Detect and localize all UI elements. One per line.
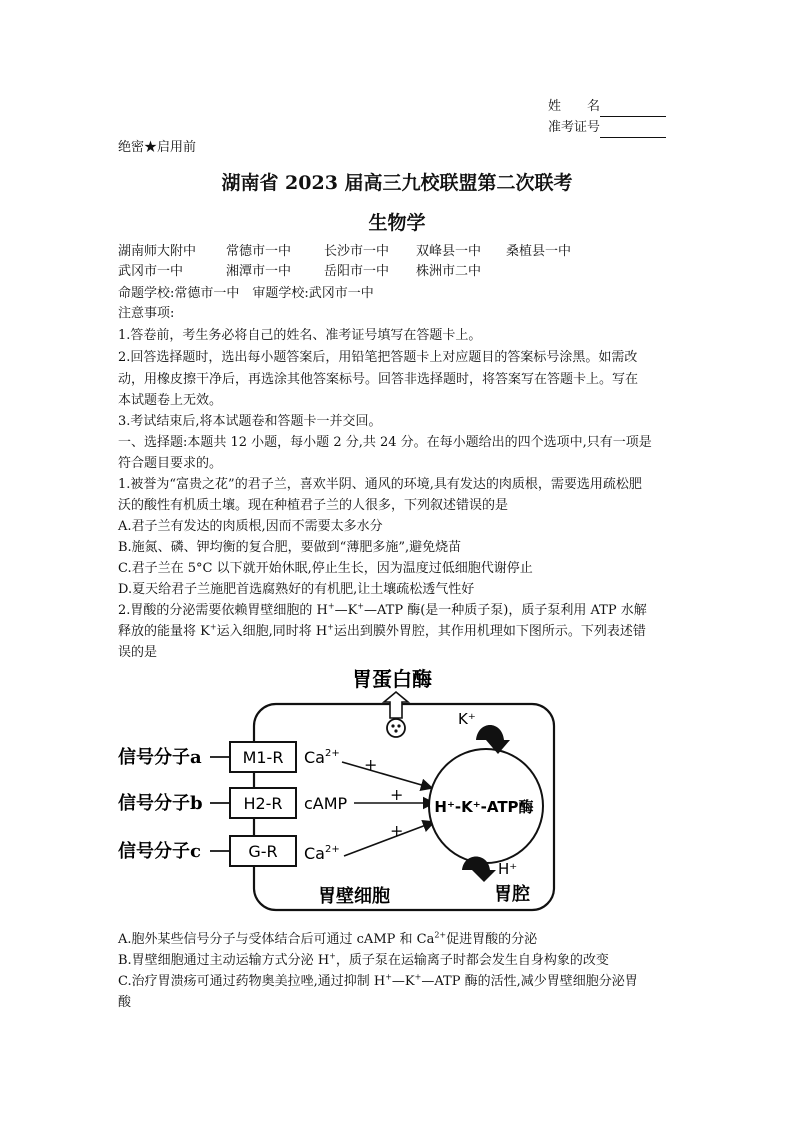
text: ，质子泵在运输离子时都会发生自身构象的改变	[335, 953, 609, 968]
school: 桑植县一中	[506, 244, 572, 259]
id-label: 准考证号	[548, 120, 601, 135]
notice-title: 注意事项:	[118, 306, 175, 321]
school: 岳阳市一中	[324, 264, 390, 279]
notice-item: 动，用橡皮擦干净后，再选涂其他答案标号。回答非选择题时，将答案写在答题卡上。写在	[118, 372, 639, 387]
signal-b-label: 信号分子b	[118, 793, 203, 814]
school: 武冈市一中	[118, 264, 184, 279]
question-1-stem: 沃的酸性有机质土壤。现在种植君子兰的人很多，下列叙述错误的是	[118, 498, 509, 513]
receptor-m1r-label: M1-R	[242, 748, 284, 767]
id-field	[548, 118, 666, 138]
receptor-h2r-label: H2-R	[243, 794, 283, 813]
text: —K	[334, 603, 358, 618]
question-1-stem: 1.被誉为“富贵之花”的君子兰，喜欢半阴、通风的环境,具有发达的肉质根，需要选用疏松肥	[118, 477, 642, 492]
signal-c-label: 信号分子c	[118, 841, 201, 862]
question-2-option-c-cont: 酸	[118, 995, 132, 1010]
question-2-option-c	[118, 972, 638, 992]
schools-row-2	[118, 262, 481, 282]
plus-sign: +	[390, 821, 404, 840]
notice-item: 1.答卷前，考生务必将自己的姓名、准考证号填写在答题卡上。	[118, 328, 482, 343]
calcium-label-2: $Ca^{2+}$	[304, 844, 340, 863]
school: 常德市一中	[226, 244, 292, 259]
question-1-option-a: A.君子兰有发达的肉质根,因而不需要太多水分	[118, 519, 383, 534]
plus-sign: +	[364, 755, 378, 774]
text: B.胃壁细胞通过主动运输方式分泌 H	[118, 953, 330, 968]
sup: +	[357, 601, 364, 611]
school: 长沙市一中	[324, 244, 390, 259]
text: 释放的能量将 K	[118, 624, 210, 639]
camp-label: cAMP	[304, 794, 348, 813]
secret-mark: 绝密★启用前	[118, 140, 197, 155]
notice-item: 3.考试结束后,将本试题卷和答题卡一并交回。	[118, 414, 382, 429]
question-1-option-d: D.夏天给君子兰施肥首选腐熟好的有机肥,让土壤疏松透气性好	[118, 582, 475, 597]
sup: +	[329, 951, 336, 961]
lumen-label: 胃腔	[494, 884, 530, 905]
name-label: 姓 名	[548, 99, 601, 114]
notice-item: 2.回答选择题时，选出每小题答案后，用铅笔把答题卡上对应题目的答案标号涂黑。如需改	[118, 350, 638, 365]
section-heading: 符合题目要求的。	[118, 456, 223, 471]
question-1-option-b: B.施氮、磷、钾均衡的复合肥，要做到“薄肥多施”,避免烧苗	[118, 540, 462, 555]
section-heading: 一、选择题:本题共 12 小题，每小题 2 分,共 24 分。在每小题给出的四个选项中,只有一项是	[118, 435, 652, 450]
text: 运出到膜外胃腔，其作用机理如下图所示。下列表述错	[333, 624, 646, 639]
sup: +	[414, 972, 422, 982]
text: —K	[391, 974, 415, 989]
text: C.治疗胃溃疡可通过药物奥美拉唑,通过抑制 H	[118, 974, 386, 989]
signal-a-label: 信号分子a	[118, 747, 202, 768]
school: 双峰县一中	[416, 244, 482, 259]
text: —ATP 酶(是一种质子泵)，质子泵利用 ATP 水解	[364, 603, 647, 618]
text: 2.胃酸的分泌需要依赖胃壁细胞的 H	[118, 603, 328, 618]
name-blank	[600, 102, 666, 117]
subject-title: 生物学	[368, 212, 426, 234]
cell-label: 胃壁细胞	[318, 886, 390, 907]
receptor-gr-label: G-R	[248, 842, 278, 861]
question-1-option-c: C.君子兰在 5°C 以下就开始休眠,停止生长，因为温度过低细胞代谢停止	[118, 561, 533, 576]
school: 湖南师大附中	[118, 244, 197, 259]
text: 促进胃酸的分泌	[446, 932, 538, 947]
school: 株洲市二中	[416, 264, 482, 279]
plus-sign: +	[390, 785, 404, 804]
gastric-cell-diagram	[118, 660, 560, 922]
schools-row-1	[118, 242, 571, 262]
text: —ATP 酶的活性,减少胃壁细胞分泌胃	[421, 974, 638, 989]
k-ion-label: K⁺	[458, 710, 476, 728]
text: 运入细胞,同时将 H	[216, 624, 328, 639]
text: A.胞外某些信号分子与受体结合后可通过 cAMP 和 Ca	[118, 932, 435, 947]
pepsin-label: 胃蛋白酶	[352, 667, 432, 691]
notice-item: 本试题卷上无效。	[118, 393, 223, 408]
calcium-label-1: $Ca^{2+}$	[304, 748, 340, 767]
sup: +	[209, 622, 217, 632]
school: 湘潭市一中	[226, 264, 292, 279]
question-2-option-a	[118, 930, 537, 950]
exam-title: 湖南省 2023 届高三九校联盟第二次联考	[221, 172, 573, 194]
question-2-stem	[118, 622, 646, 642]
id-blank	[600, 123, 666, 138]
sup: +	[327, 601, 335, 611]
vesicle-icon	[387, 719, 405, 737]
h-ion-label: H⁺	[498, 860, 518, 878]
sup: 2+	[434, 930, 447, 940]
name-field	[548, 97, 666, 117]
question-2-stem: 误的是	[118, 645, 158, 660]
question-2-option-b	[118, 951, 609, 971]
author-line: 命题学校:常德市一中 审题学校:武冈市一中	[118, 286, 374, 301]
sup: +	[385, 972, 392, 982]
question-2-stem	[118, 601, 647, 621]
sup: +	[327, 622, 334, 632]
proton-pump-label: H⁺-K⁺-ATP酶	[434, 798, 534, 816]
